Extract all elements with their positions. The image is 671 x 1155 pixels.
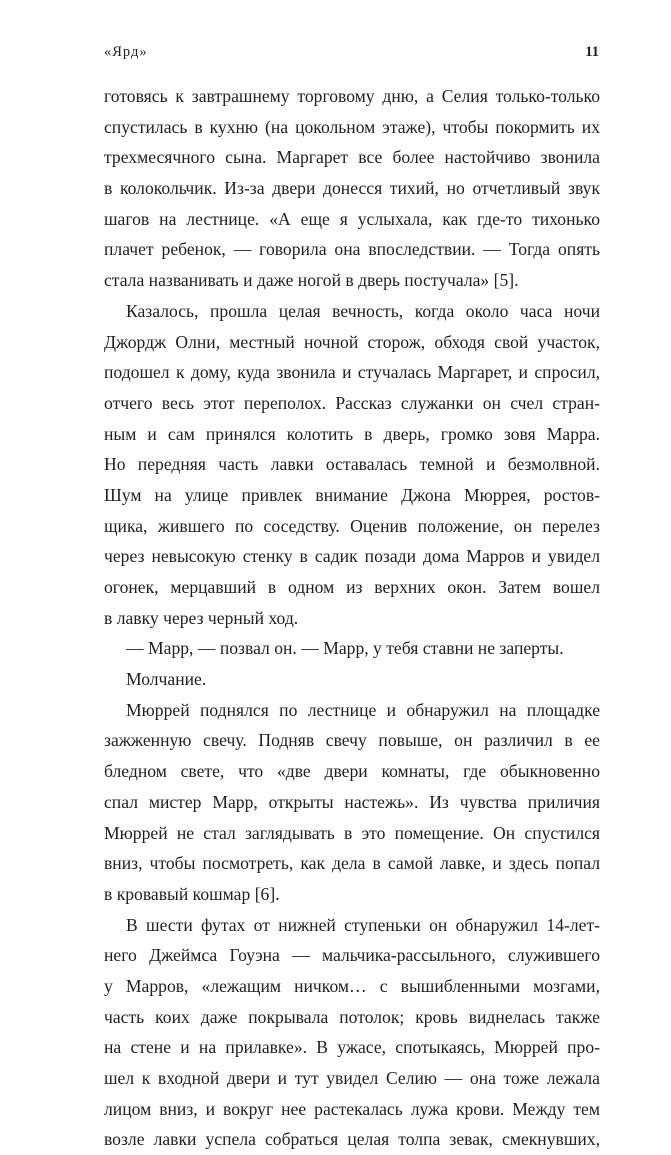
- text-line: — Марр, — позвал он. — Марр, у тебя ставни не заперты.: [126, 638, 564, 659]
- text-line: в колокольчик. Из-за двери донесся тихий, но отчетливый звук: [104, 178, 600, 199]
- text-line: него Джеймса Гоуэна — мальчика-рассыльного, служившего: [104, 945, 600, 966]
- text-line: лицом вниз, и вокруг нее растекалась лужа крови. Между тем: [104, 1098, 600, 1119]
- text-line: вниз, чтобы посмотреть, как дела в самой лавке, и здесь попал: [104, 853, 600, 874]
- text-line: часть коих даже покрывала потолок; кровь виднелась также: [104, 1006, 600, 1027]
- page-number: 11: [585, 44, 599, 60]
- text-line: у Марров, «лежащим ничком… с вышибленными мозгами,: [104, 975, 600, 996]
- text-line: В шести футах от нижней ступеньки он обнаружил 14-лет-: [126, 914, 600, 935]
- text-line: бледном свете, что «две двери комнаты, где обыкновенно: [104, 761, 600, 782]
- text-line: шел к входной двери и тут увидел Селию — она тоже лежала: [104, 1068, 600, 1088]
- text-line: Шум на улице привлек внимание Джона Мюррея, ростов-: [104, 484, 600, 505]
- text-line: готовясь к завтрашнему торговому дню, а Селия только-только: [104, 86, 600, 106]
- text-line: огонек, мерцавший в одном из верхних окон. Затем вошел: [104, 577, 600, 597]
- text-line: на стене и на прилавке». В ужасе, спотыкаясь, Мюррей про-: [104, 1037, 600, 1058]
- text-line: через невысокую стенку в садик позади дома Марров и увидел: [104, 546, 600, 567]
- text-line: Но передняя часть лавки оставалась темной и безмолвной.: [104, 454, 600, 475]
- text-line: Казалось, прошла целая вечность, когда около часа ночи: [126, 300, 600, 321]
- text-line: спустилась в кухню (на цокольном этаже), чтобы покормить их: [104, 116, 600, 137]
- text-line: Молчание.: [126, 669, 207, 690]
- text-line: в кровавый кошмар [6].: [104, 883, 280, 904]
- text-line: шагов на лестнице. «А еще я услыхала, как где-то тихонько: [104, 208, 600, 229]
- text-line: зажженную свечу. Подняв свечу повыше, он различил в ее: [104, 730, 600, 751]
- text-line: ным и сам принялся колотить в дверь, громко зовя Марра.: [104, 423, 600, 444]
- text-line: щика, жившего по соседству. Оценив положение, он перелез: [104, 515, 600, 536]
- text-line: Мюррей поднялся по лестнице и обнаружил на площадке: [126, 699, 600, 720]
- running-head: «Ярд»: [104, 44, 148, 60]
- text-line: плачет ребенок, — говорила она впоследствии. — Тогда опять: [104, 239, 600, 260]
- text-line: подошел к дому, куда звонила и стучалась Маргарет, и спросил,: [104, 362, 600, 383]
- text-line: стала названивать и даже ногой в дверь постучала» [5].: [104, 270, 519, 291]
- text-line: в лавку через черный ход.: [104, 607, 299, 628]
- text-line: Мюррей не стал заглядывать в это помещение. Он спустился: [104, 822, 600, 843]
- text-line: трехмесячного сына. Маргарет все более настойчиво звонила: [104, 147, 600, 168]
- text-line: спал мистер Марр, открыты настежь». Из чувства приличия: [104, 791, 600, 812]
- text-line: Джордж Олни, местный ночной сторож, обходя свой участок,: [104, 331, 600, 352]
- body-text: [104, 81, 600, 1155]
- text-line: возле лавки успела собраться целая толпа зевак, смекнувших,: [104, 1129, 600, 1150]
- text-line: отчего весь этот переполох. Рассказ служанки он счел стран-: [104, 392, 600, 413]
